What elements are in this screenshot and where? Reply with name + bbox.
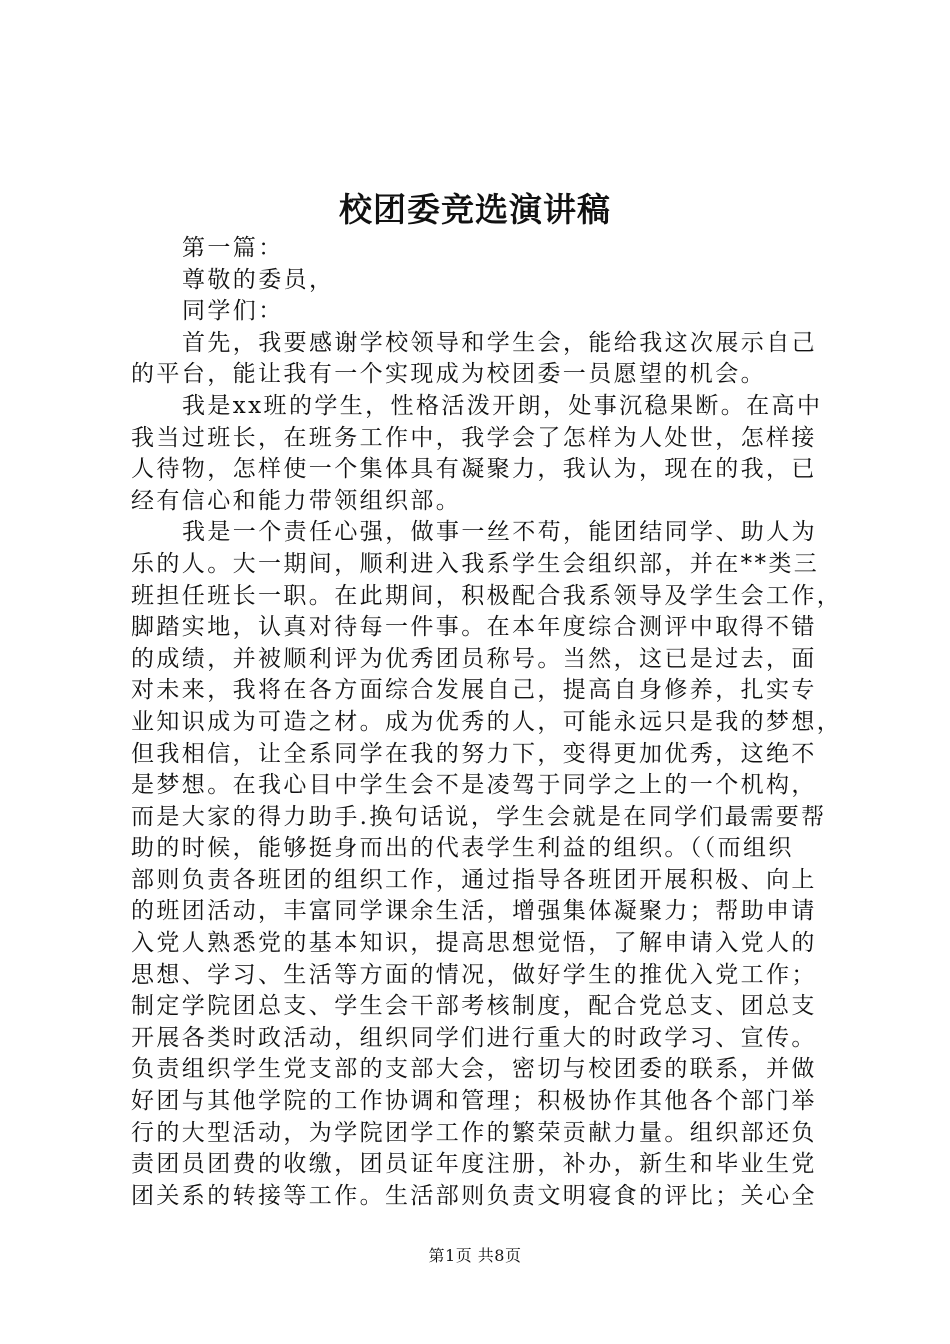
- body-text-line: 第一篇：: [182, 235, 284, 261]
- page-footer: 第1页 共8页: [428, 1246, 522, 1265]
- body-text-line: 入党人熟悉党的基本知识，提高思想觉悟，了解申请入党人的: [131, 930, 817, 957]
- body-text-line: 责团员团费的收缴，团员证年度注册，补办，新生和毕业生党: [131, 1151, 817, 1178]
- body-text-line: 我是xx班的学生，性格活泼开朗，处事沉稳果断。在高中: [182, 392, 823, 419]
- body-text-line: 对未来，我将在各方面综合发展自己，提高自身修养，扎实专: [131, 677, 817, 704]
- body-text-line: 首先，我要感谢学校领导和学生会，能给我这次展示自己: [182, 329, 817, 356]
- document-title: 校团委竞选演讲稿: [339, 190, 611, 229]
- body-text-line: 制定学院团总支、学生会干部考核制度，配合党总支、团总支: [131, 993, 817, 1020]
- document-body: [131, 233, 843, 1212]
- body-text-line: 开展各类时政活动，组织同学们进行重大的时政学习、宣传。: [131, 1024, 817, 1051]
- body-text-line: 经有信心和能力带领组织部。: [131, 487, 462, 514]
- body-text-line: 人待物，怎样使一个集体具有凝聚力，我认为，现在的我，已: [131, 456, 817, 483]
- body-text-line: 是梦想。在我心目中学生会不是凌驾于同学之上的一个机构，: [131, 772, 817, 799]
- body-text-line: 我当过班长，在班务工作中，我学会了怎样为人处世，怎样接: [131, 424, 817, 451]
- body-text-line: 同学们：: [182, 298, 284, 325]
- body-text-line: 尊敬的委员，: [182, 266, 335, 293]
- body-text-line: 班担任班长一职。在此期间，积极配合我系领导及学生会工作，: [131, 582, 843, 609]
- body-text-line: 我是一个责任心强，做事一丝不苟，能团结同学、助人为: [182, 519, 817, 546]
- body-text-line: 的平台，能让我有一个实现成为校团委一员愿望的机会。: [131, 361, 766, 388]
- body-text-line: 但我相信，让全系同学在我的努力下，变得更加优秀，这绝不: [131, 740, 817, 767]
- body-text-line: 而是大家的得力助手.换句话说，学生会就是在同学们最需要帮: [131, 803, 827, 830]
- body-text-line: 脚踏实地，认真对待每一件事。在本年度综合测评中取得不错: [131, 614, 817, 641]
- body-text-line: 部则负责各班团的组织工作，通过指导各班团开展积极、向上: [131, 866, 817, 893]
- body-text-line: 思想、学习、生活等方面的情况，做好学生的推优入党工作；: [131, 961, 817, 988]
- body-text-line: 行的大型活动，为学院团学工作的繁荣贡献力量。组织部还负: [131, 1119, 817, 1146]
- body-text-line: 好团与其他学院的工作协调和管理；积极协作其他各个部门举: [131, 1088, 817, 1115]
- body-text-line: 的班团活动，丰富同学课余生活，增强集体凝聚力；帮助申请: [131, 898, 817, 925]
- body-text-line: 助的时候，能够挺身而出的代表学生利益的组织。（（而组织: [131, 835, 794, 862]
- body-text-line: 团关系的转接等工作。生活部则负责文明寝食的评比；关心全: [131, 1182, 817, 1209]
- body-text-line: 乐的人。大一期间，顺利进入我系学生会组织部，并在**类三: [131, 550, 820, 577]
- body-text-line: 业知识成为可造之材。成为优秀的人，可能永远只是我的梦想，: [131, 708, 843, 735]
- body-text-line: 负责组织学生党支部的支部大会，密切与校团委的联系，并做: [131, 1056, 817, 1083]
- body-text-line: 的成绩，并被顺利评为优秀团员称号。当然，这已是过去，面: [131, 645, 817, 672]
